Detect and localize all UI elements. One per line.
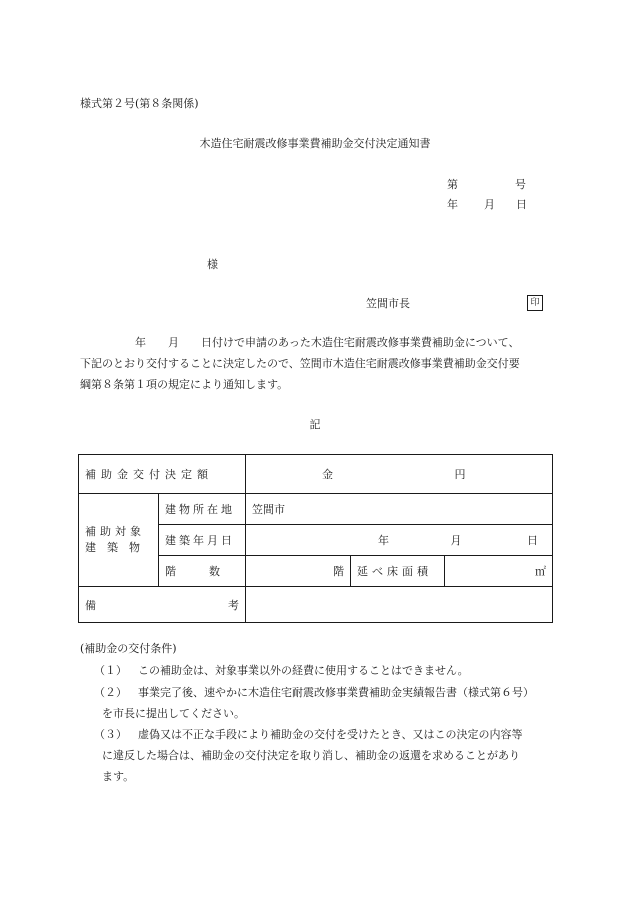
body-line-2: 下記のとおり交付することに決定したので、笠間市木造住宅耐震改修事業費補助金交付要 [80,357,520,370]
form-number: 様式第２号(第８条関係) [80,97,199,110]
floor-area-value: ㎡ [445,556,553,587]
doc-number-prefix: 第 [447,178,458,191]
built-year: 年 [378,534,389,547]
built-month: 月 [450,534,462,547]
date-year: 年 [447,198,458,211]
target-building-label [79,494,159,587]
conditions-heading: (補助金の交付条件) [80,642,177,655]
document-title: 木造住宅耐震改修事業費補助金交付決定通知書 [199,137,431,150]
condition-1-line-1: この補助金は、対象事業以外の経費に使用することはできません。 [138,664,469,677]
seal-mark: 印 [527,295,543,311]
condition-2-number: （２） [94,686,127,699]
target-label-line2: 建 築 物 [85,541,140,554]
condition-3-line-3: ます。 [102,770,135,783]
subsidy-table [78,454,553,623]
condition-2-line-2: を市長に提出してください。 [102,707,245,720]
remarks-char2: 考 [228,598,239,612]
condition-1-number: （１） [94,664,127,677]
remarks-char1: 備 [85,598,96,612]
amount-en: 円 [454,468,466,481]
ki-heading: 記 [309,418,321,431]
remarks-value [246,587,553,623]
location-value: 笠間市 [246,494,553,525]
amount-kin: 金 [322,468,333,481]
mayor-title: 笠間市長 [366,297,410,310]
floor-area-label: 延べ床面積 [351,556,445,587]
body-line-3: 綱第８条第１項の規定により通知します。 [80,378,289,391]
body-line-1: 年 月 日付けで申請のあった木造住宅耐震改修事業費補助金について、 [80,336,520,349]
condition-3-line-1: 虚偽又は不正な手段により補助金の交付を受けたとき、又はこの決定の内容等 [138,728,523,741]
date-month: 月 [484,198,495,211]
floors-label-text: 階 数 [165,565,220,578]
target-label-line1: 補助対象 [85,525,145,538]
built-date-label: 建築年月日 [159,525,246,556]
floors-value: 階 [246,556,351,587]
floors-label [159,556,246,587]
built-day: 日 [527,534,538,547]
amount-value-cell [246,455,553,494]
condition-3-number: （３） [94,728,127,741]
addressee-suffix: 様 [207,258,218,271]
condition-3-line-2: に違反した場合は、補助金の交付決定を取り消し、補助金の返還を求めることがあり [102,749,520,762]
condition-2-line-1: 事業完了後、速やかに木造住宅耐震改修事業費補助金実績報告書（様式第６号） [138,686,534,699]
location-label: 建物所在地 [159,494,246,525]
date-day: 日 [516,198,527,211]
built-date-value [246,525,553,556]
remarks-label [79,587,246,623]
amount-label: 補助金交付決定額 [79,455,246,494]
doc-number-suffix: 号 [515,178,526,191]
